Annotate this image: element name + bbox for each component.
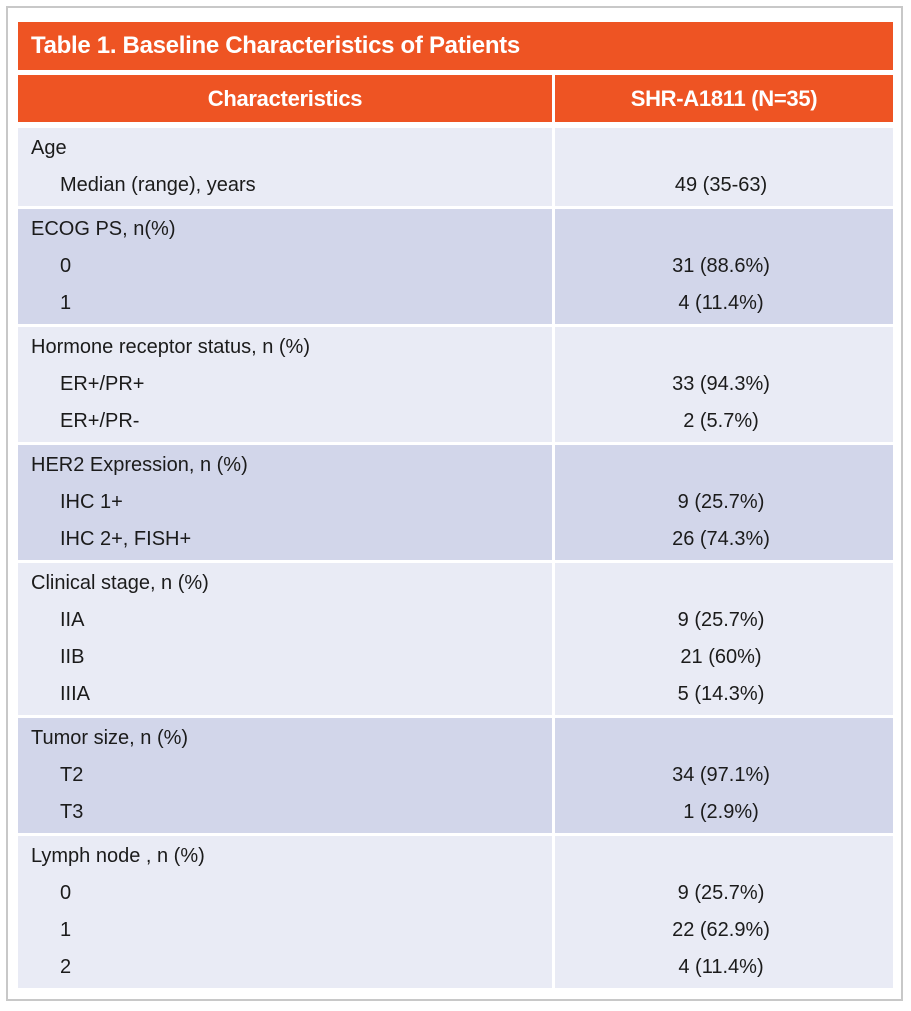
row-label: T3 — [60, 801, 84, 823]
table-body — [18, 128, 893, 988]
row-label: ER+/PR+ — [60, 373, 145, 395]
section-label: HER2 Expression, n (%) — [31, 454, 248, 476]
row-value: 33 (94.3%) — [672, 373, 770, 395]
table-row — [18, 329, 893, 366]
table-section — [18, 209, 893, 324]
row-label: 1 — [60, 919, 72, 941]
table-row — [18, 447, 893, 484]
table-row — [18, 211, 893, 248]
table-row — [18, 794, 893, 831]
row-label: Median (range), years — [60, 174, 256, 196]
table-row — [18, 167, 893, 204]
row-value: 9 (25.7%) — [677, 609, 765, 631]
table-row — [18, 484, 893, 521]
section-label: Tumor size, n (%) — [31, 727, 189, 749]
table-row — [18, 720, 893, 757]
table-row — [18, 248, 893, 285]
row-value: 22 (62.9%) — [672, 919, 770, 941]
row-label: IHC 2+, FISH+ — [60, 528, 192, 550]
row-value: 9 (25.7%) — [677, 882, 765, 904]
row-value: 9 (25.7%) — [677, 491, 765, 513]
row-value: 21 (60%) — [680, 646, 762, 668]
table-row — [18, 130, 893, 167]
row-label: 2 — [60, 956, 72, 978]
column-header-shr-a1811: SHR-A1811 (N=35) — [555, 75, 893, 122]
table-row — [18, 285, 893, 322]
table-row — [18, 912, 893, 949]
table-row — [18, 366, 893, 403]
baseline-characteristics-table — [18, 22, 893, 988]
table-row — [18, 875, 893, 912]
table-section — [18, 327, 893, 442]
row-value: 4 (11.4%) — [678, 292, 764, 314]
row-value: 1 (2.9%) — [683, 801, 759, 823]
row-value: 49 (35-63) — [674, 174, 768, 196]
row-label: IHC 1+ — [60, 491, 123, 513]
table-row — [18, 838, 893, 875]
row-label: T2 — [60, 764, 84, 786]
row-label: IIA — [60, 609, 85, 631]
table-header-row — [18, 75, 893, 122]
section-label: Lymph node , n (%) — [31, 845, 205, 867]
table-section — [18, 128, 893, 206]
table-row — [18, 403, 893, 440]
table-row — [18, 757, 893, 794]
table-row — [18, 602, 893, 639]
table-section — [18, 836, 893, 988]
section-label: Clinical stage, n (%) — [31, 572, 209, 594]
section-label: Hormone receptor status, n (%) — [31, 336, 310, 358]
row-label: IIB — [60, 646, 85, 668]
table-row — [18, 676, 893, 713]
section-label: Age — [31, 137, 67, 159]
table-row — [18, 521, 893, 558]
row-value: 34 (97.1%) — [672, 764, 770, 786]
table-row — [18, 639, 893, 676]
row-label: 0 — [60, 255, 72, 277]
section-label: ECOG PS, n(%) — [31, 218, 176, 240]
row-value: 26 (74.3%) — [672, 528, 770, 550]
row-label: 0 — [60, 882, 72, 904]
row-value: 5 (14.3%) — [677, 683, 765, 705]
column-header-characteristics: Characteristics — [18, 75, 552, 122]
table-row — [18, 565, 893, 602]
row-label: ER+/PR- — [60, 410, 140, 432]
row-label: 1 — [60, 292, 72, 314]
table-section — [18, 563, 893, 715]
table-section — [18, 718, 893, 833]
row-label: IIIA — [60, 683, 91, 705]
row-value: 2 (5.7%) — [683, 410, 759, 432]
row-value: 4 (11.4%) — [678, 956, 764, 978]
table-row — [18, 949, 893, 986]
table-section — [18, 445, 893, 560]
row-value: 31 (88.6%) — [672, 255, 770, 277]
table-title: Table 1. Baseline Characteristics of Patients — [18, 22, 893, 70]
